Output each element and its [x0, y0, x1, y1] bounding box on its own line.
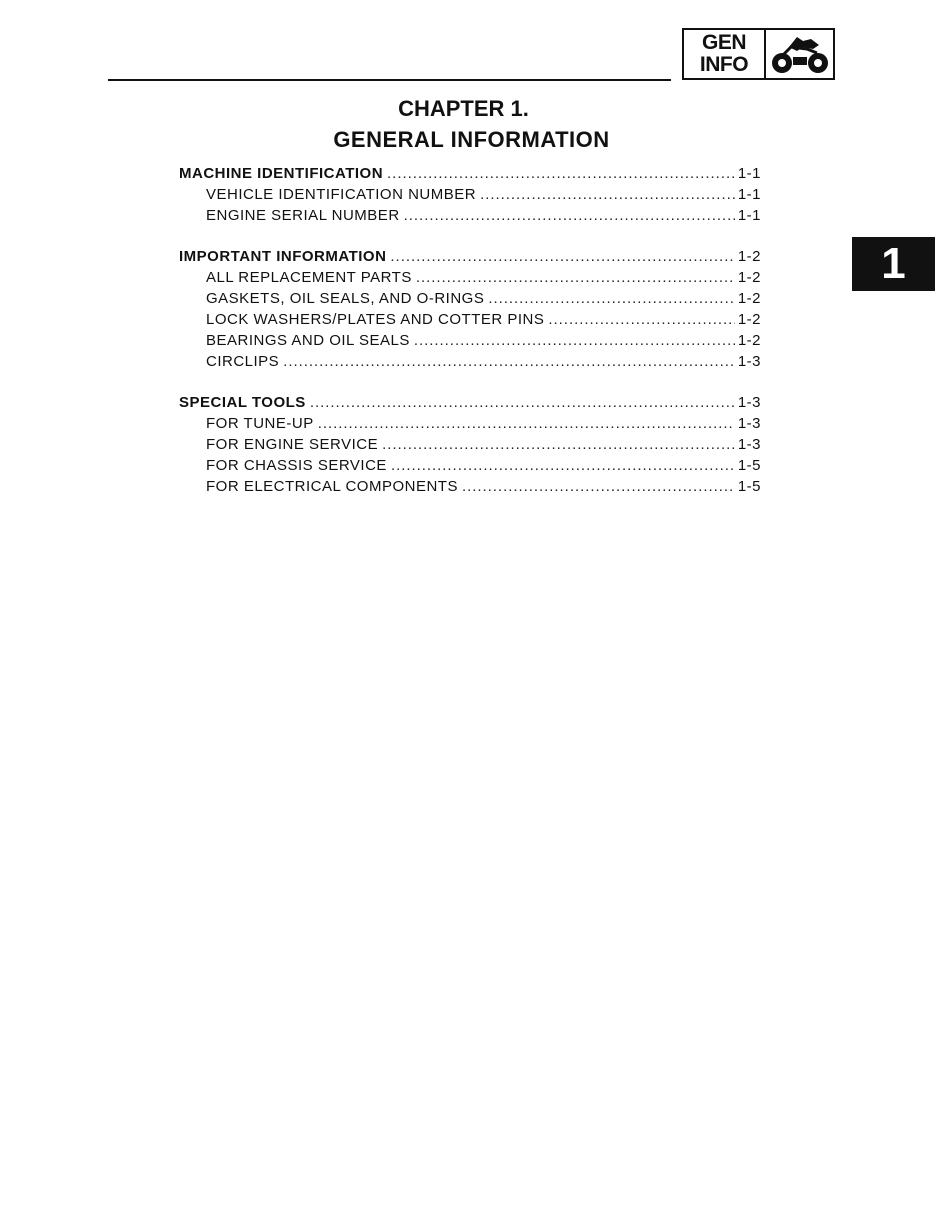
toc-item[interactable] [179, 288, 761, 309]
toc-page-number: 1-3 [737, 415, 761, 432]
chapter-title: CHAPTER 1. [398, 96, 529, 121]
toc-item[interactable] [179, 184, 761, 205]
toc-entry-label: FOR TUNE-UP [206, 415, 314, 432]
toc-page-number: 1-2 [737, 332, 761, 349]
dot-leader [404, 205, 735, 226]
toc-entry-label: GASKETS, OIL SEALS, AND O-RINGS [206, 290, 485, 307]
dot-leader [310, 392, 735, 413]
toc-item[interactable] [179, 455, 761, 476]
dot-leader [462, 476, 735, 497]
toc-page-number: 1-2 [737, 290, 761, 307]
toc-entry-label: LOCK WASHERS/PLATES AND COTTER PINS [206, 311, 545, 328]
chapter-subtitle: GENERAL INFORMATION [333, 127, 610, 152]
dot-leader [390, 246, 734, 267]
dot-leader [548, 309, 734, 330]
toc-item[interactable] [179, 476, 761, 497]
toc-page-number: 1-2 [737, 248, 761, 265]
toc-entry-label: BEARINGS AND OIL SEALS [206, 332, 410, 349]
toc-entry-label: VEHICLE IDENTIFICATION NUMBER [206, 186, 477, 203]
toc-entry-label: MACHINE IDENTIFICATION [179, 165, 384, 182]
toc-entry-label: CIRCLIPS [206, 353, 280, 370]
toc-page-number: 1-3 [737, 436, 761, 453]
toc-entry-label: IMPORTANT INFORMATION [179, 248, 387, 265]
toc-item[interactable] [179, 413, 761, 434]
dot-leader [480, 184, 735, 205]
toc-section [179, 392, 761, 497]
table-of-contents [179, 163, 761, 517]
section-tag-line-2: INFO [699, 53, 749, 76]
toc-entry-label: FOR CHASSIS SERVICE [206, 457, 387, 474]
toc-entry-label: FOR ENGINE SERVICE [206, 436, 379, 453]
toc-item[interactable] [179, 351, 761, 372]
toc-entry-label: FOR ELECTRICAL COMPONENTS [206, 478, 458, 495]
toc-page-number: 1-1 [737, 165, 761, 182]
toc-page-number: 1-2 [737, 269, 761, 286]
toc-item[interactable] [179, 267, 761, 288]
toc-entry-label: SPECIAL TOOLS [179, 394, 306, 411]
toc-item[interactable] [179, 205, 761, 226]
chapter-number-tab: 1 [852, 237, 935, 291]
toc-heading[interactable] [179, 163, 761, 184]
toc-item[interactable] [179, 434, 761, 455]
dot-leader [391, 455, 735, 476]
toc-page-number: 1-2 [737, 311, 761, 328]
dot-leader [387, 163, 735, 184]
dot-leader [414, 330, 735, 351]
toc-page-number: 1-3 [737, 353, 761, 370]
toc-page-number: 1-5 [737, 478, 761, 495]
toc-item[interactable] [179, 330, 761, 351]
dot-leader [416, 267, 735, 288]
toc-heading[interactable] [179, 246, 761, 267]
toc-page-number: 1-5 [737, 457, 761, 474]
section-tag-text [684, 30, 766, 78]
dot-leader [318, 413, 735, 434]
toc-page-number: 1-1 [737, 207, 761, 224]
toc-entry-label: ENGINE SERIAL NUMBER [206, 207, 400, 224]
toc-page-number: 1-3 [737, 394, 761, 411]
toc-item[interactable] [179, 309, 761, 330]
toc-section [179, 163, 761, 226]
header-rule [108, 79, 671, 81]
toc-heading[interactable] [179, 392, 761, 413]
toc-section [179, 246, 761, 372]
section-tag [682, 28, 835, 80]
atv-icon [766, 30, 833, 78]
dot-leader [488, 288, 734, 309]
toc-page-number: 1-1 [737, 186, 761, 203]
section-tag-line-1: GEN [701, 31, 746, 54]
dot-leader [283, 351, 735, 372]
toc-entry-label: ALL REPLACEMENT PARTS [206, 269, 412, 286]
dot-leader [382, 434, 735, 455]
